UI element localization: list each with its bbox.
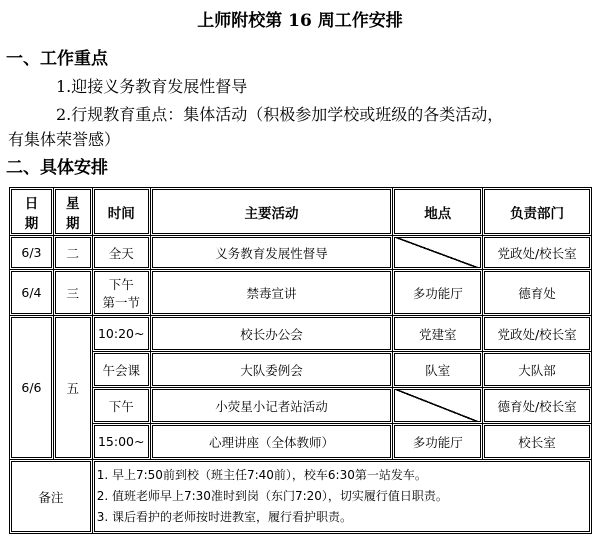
department-cell: 大队部: [483, 352, 592, 388]
time-cell: 下午: [92, 388, 150, 424]
table-row: [10, 236, 592, 270]
key-point-2-line2: 有集体荣誉感）: [8, 130, 121, 149]
location-cell: 多功能厅: [393, 424, 483, 460]
department-cell: 德育处/校长室: [483, 388, 592, 424]
time-line2: 第一节: [102, 294, 140, 310]
weekday-cell: 五: [53, 316, 92, 460]
activity-cell: 禁毒宣讲: [150, 270, 393, 316]
section-heading-key-points: 一、工作重点: [6, 49, 108, 69]
department-cell: 校长室: [483, 424, 592, 460]
section-heading-schedule: 二、具体安排: [6, 158, 108, 178]
table-row: [10, 388, 592, 424]
note-item: 1. 早上7:50前到校（班主任7:40前），校车6:30第一站发车。: [96, 468, 427, 482]
table-row: [10, 270, 592, 316]
notes-content: [92, 460, 591, 534]
weekday-cell: 三: [53, 270, 92, 316]
table-row: [10, 352, 592, 388]
location-cell-empty: [393, 236, 483, 270]
time-cell: 全天: [92, 236, 150, 270]
header-date-char2: 期: [24, 215, 39, 232]
key-point-2-line1: 2.行规教育重点：集体活动（积极参加学校或班级的各类活动，: [56, 105, 504, 124]
date-cell: 6/3: [10, 236, 54, 270]
table-header-row: [10, 188, 592, 236]
weekday-cell: 二: [53, 236, 92, 270]
time-line1: 下午: [108, 276, 134, 292]
header-date: [10, 188, 54, 236]
note-item: 2. 值班老师早上7:30准时到岗（东门7:20），切实履行值日职责。: [96, 489, 448, 503]
header-weekday-char2: 期: [66, 215, 80, 232]
date-cell: 6/6: [10, 316, 54, 460]
document-title: 上师附校第 16 周工作安排: [197, 11, 403, 31]
header-time: 时间: [92, 188, 150, 236]
notes-label: 备注: [10, 460, 93, 534]
time-cell: 15:00~: [92, 424, 150, 460]
table-row: [10, 316, 592, 352]
department-cell: 党政处/校长室: [483, 316, 592, 352]
schedule-table: [9, 187, 592, 534]
header-activity: 主要活动: [150, 188, 393, 236]
key-point-1: 1.迎接义务教育发展性督导: [56, 77, 248, 96]
header-weekday: [53, 188, 92, 236]
time-cell: 10:20~: [92, 316, 150, 352]
table-row: [10, 424, 592, 460]
department-cell: 德育处: [483, 270, 592, 316]
header-date-char1: 日: [24, 195, 39, 212]
header-location: 地点: [393, 188, 483, 236]
activity-cell: 大队委例会: [150, 352, 393, 388]
time-cell: [92, 270, 150, 316]
header-department: 负责部门: [483, 188, 592, 236]
location-cell-empty: [393, 388, 483, 424]
header-weekday-char1: 星: [66, 195, 80, 212]
activity-cell: 校长办公会: [150, 316, 393, 352]
location-cell: 党建室: [393, 316, 483, 352]
activity-cell: 小荧星小记者站活动: [150, 388, 393, 424]
location-cell: 多功能厅: [393, 270, 483, 316]
note-item: 3. 课后看护的老师按时进教室，履行看护职责。: [96, 510, 352, 524]
activity-cell: 心理讲座（全体教师）: [150, 424, 393, 460]
time-cell: 午会课: [92, 352, 150, 388]
activity-cell: 义务教育发展性督导: [150, 236, 393, 270]
location-cell: 队室: [393, 352, 483, 388]
date-cell: 6/4: [10, 270, 54, 316]
department-cell: 党政处/校长室: [483, 236, 592, 270]
notes-row: [10, 460, 592, 534]
